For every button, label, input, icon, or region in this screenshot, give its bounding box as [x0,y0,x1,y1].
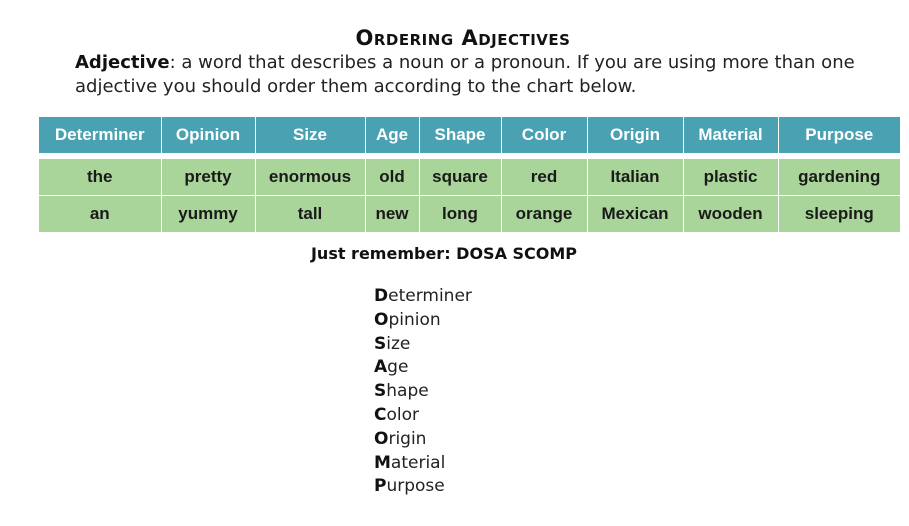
word-remainder: aterial [390,452,446,473]
column-header: Shape [419,117,501,156]
word-remainder: ize [386,333,411,354]
table-cell: yummy [161,196,255,233]
column-header: Size [255,117,365,156]
table-cell: Mexican [587,196,683,233]
definition-term: Adjective [75,52,170,73]
word-remainder: pinion [388,309,441,330]
column-header: Determiner [39,117,161,156]
initial-letter: M [374,452,391,473]
initial-letter: A [374,357,388,378]
list-item [374,333,472,357]
table-cell: wooden [683,196,778,233]
column-header: Material [683,117,778,156]
table-cell: Italian [587,156,683,196]
definition-text: : a word that describes a noun or a pronoun. If you are using more than one adjective you should order them according to the chart below. [75,52,855,97]
word-remainder: urpose [386,476,445,497]
initial-letter: S [374,333,387,354]
word-remainder: hape [386,381,429,402]
table-cell: an [39,196,161,233]
list-item [374,380,472,404]
column-header: Color [501,117,587,156]
list-item [374,452,472,476]
table-cell: red [501,156,587,196]
initial-letter: D [374,286,389,306]
table-cell: pretty [161,156,255,196]
table-cell: old [365,156,419,196]
mnemonic-list [374,285,472,499]
table-cell: sleeping [778,196,900,233]
word-remainder: ge [387,357,409,378]
table-header-row [39,117,900,156]
list-item [374,475,472,499]
word-remainder: olor [386,404,419,425]
list-item [374,285,472,309]
table-cell: new [365,196,419,233]
table-cell: orange [501,196,587,233]
definition-paragraph [75,51,875,99]
table-cell: gardening [778,156,900,196]
table-cell: long [419,196,501,233]
table-row [39,156,900,196]
list-item [374,428,472,452]
table-cell: tall [255,196,365,233]
initial-letter: O [374,428,389,449]
initial-letter: C [374,404,387,425]
word-remainder: rigin [388,428,427,449]
mnemonic-reminder: Just remember: DOSA SCOMP [310,244,578,263]
list-item [374,356,472,380]
page-title: Ordering Adjectives [355,26,571,50]
table-cell: enormous [255,156,365,196]
table-cell: square [419,156,501,196]
initial-letter: P [374,476,387,497]
column-header: Opinion [161,117,255,156]
list-item [374,309,472,333]
adjective-order-table [39,117,900,233]
initial-letter: S [374,381,387,402]
initial-letter: O [374,309,389,330]
column-header: Origin [587,117,683,156]
column-header: Purpose [778,117,900,156]
table-cell: the [39,156,161,196]
column-header: Age [365,117,419,156]
table-row [39,196,900,233]
word-remainder: eterminer [388,286,472,306]
list-item [374,404,472,428]
table-cell: plastic [683,156,778,196]
